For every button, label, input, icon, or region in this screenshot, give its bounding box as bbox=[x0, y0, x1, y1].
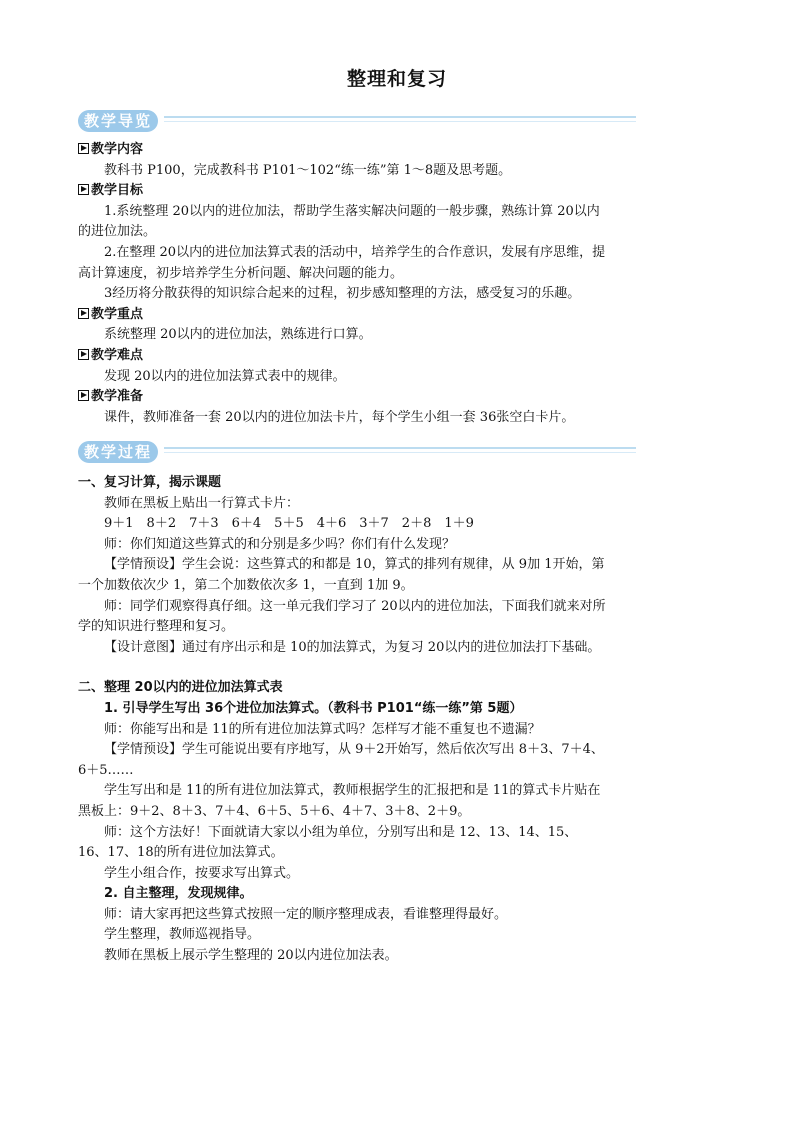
process-section bbox=[78, 473, 606, 967]
part1-line: 【学情预设】学生会说：这些算式的和都是 10，算式的排列有规律，从 9加 1开始，第一个加数依次少 1，第二个加数依次多 1，一直到 1加 9。 bbox=[78, 557, 605, 593]
goal-2: 2.在整理 20以内的进位加法算式表的活动中，培养学生的合作意识，发展有序思维，提高计算速度，初步培养学生分析问题、解决问题的能力。 bbox=[78, 244, 606, 281]
play-triangle-icon bbox=[78, 143, 89, 154]
difficulty-text: 发现 20以内的进位加法算式表中的规律。 bbox=[104, 368, 346, 384]
part1-line: 师：你们知道这些算式的和分别是多少吗？你们有什么发现？ bbox=[104, 536, 456, 552]
part2-step2: 2. 自主整理，发现规律。 bbox=[104, 886, 253, 902]
prep-text: 课件，教师准备一套 20以内的进位加法卡片，每个学生小组一套 36张空白卡片。 bbox=[104, 409, 575, 425]
content-text: 教科书 P100，完成教科书 P101～102“练一练”第 1～8题及思考题。 bbox=[104, 162, 512, 178]
part1-line: 【设计意图】通过有序出示和是 10的加法算式，为复习 20以内的进位加法打下基础。 bbox=[104, 639, 601, 655]
part2-line: 师：你能写出和是 11的所有进位加法算式吗？怎样写才能不重复也不遗漏？ bbox=[104, 721, 541, 737]
part2-line: 师：请大家再把这些算式按照一定的顺序整理成表，看谁整理得最好。 bbox=[104, 906, 508, 922]
play-triangle-icon bbox=[78, 184, 89, 195]
part2-line: 学生小组合作，按要求写出算式。 bbox=[104, 865, 300, 881]
goals-heading: 教学目标 bbox=[78, 181, 606, 202]
section-banner-process bbox=[78, 441, 636, 463]
content-heading: 教学内容 bbox=[78, 140, 606, 161]
difficulty-heading: 教学难点 bbox=[78, 346, 606, 367]
key-text: 系统整理 20以内的进位加法，熟练进行口算。 bbox=[104, 327, 372, 343]
part1-line: 教师在黑板上贴出一行算式卡片： bbox=[104, 495, 300, 511]
part1-line: 师：同学们观察得真仔细。这一单元我们学习了 20以内的进位加法，下面我们就来对所学的知识进行整理和复习。 bbox=[78, 598, 606, 635]
guide-section bbox=[78, 140, 606, 428]
play-triangle-icon bbox=[78, 349, 89, 360]
section-banner-guide bbox=[78, 110, 636, 132]
key-heading: 教学重点 bbox=[78, 305, 606, 326]
part2-line: 师：这个方法好！下面就请大家以小组为单位，分别写出和是 12、13、14、15、16、17、18的所有进位加法算式。 bbox=[78, 824, 578, 861]
play-triangle-icon bbox=[78, 390, 89, 401]
part2-line: 【学情预设】学生可能说出要有序地写，从 9＋2开始写，然后依次写出 8＋3、7＋4、6＋5…… bbox=[78, 742, 604, 778]
banner-label-guide: 教学导览 bbox=[78, 110, 158, 132]
goal-1: 1.系统整理 20以内的进位加法，帮助学生落实解决问题的一般步骤，熟练计算 20以内的进位加法。 bbox=[78, 203, 600, 240]
page-title: 整理和复习 bbox=[346, 68, 447, 90]
banner-label-process: 教学过程 bbox=[78, 441, 158, 463]
part1-formulas: 9＋1 8＋2 7＋3 6＋4 5＋5 4＋6 3＋7 2＋8 1＋9 bbox=[104, 516, 474, 532]
part2-line: 学生整理，教师巡视指导。 bbox=[104, 927, 261, 943]
goal-3: 3经历将分散获得的知识综合起来的过程，初步感知整理的方法，感受复习的乐趣。 bbox=[104, 286, 581, 302]
part2-line: 学生写出和是 11的所有进位加法算式，教师根据学生的汇报把和是 11的算式卡片贴在黑板上：9＋2、8＋3、7＋4、6＋5、5＋6、4＋7、3＋8、2＋9。 bbox=[78, 783, 601, 819]
part2-line: 教师在黑板上展示学生整理的 20以内进位加法表。 bbox=[104, 948, 398, 964]
prep-heading: 教学准备 bbox=[78, 387, 606, 408]
play-triangle-icon bbox=[78, 308, 89, 319]
part1-heading: 一、复习计算，揭示课题 bbox=[78, 475, 222, 490]
part2-heading: 二、整理 20以内的进位加法算式表 bbox=[78, 680, 283, 696]
part2-step1: 1. 引导学生写出 36个进位加法算式。（教科书 P101“练一练”第 5题） bbox=[104, 700, 523, 716]
